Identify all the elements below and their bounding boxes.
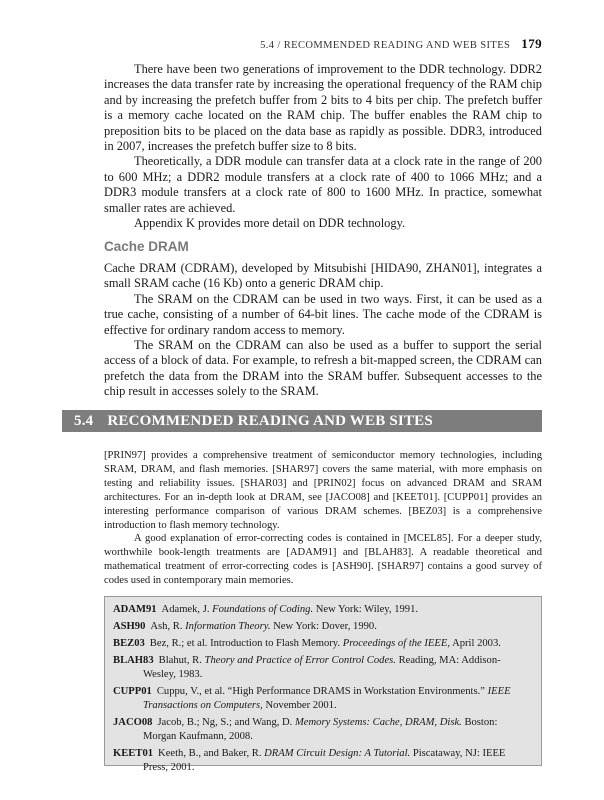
reference-entry [113,620,533,634]
reference-key: JACO08 [113,717,153,728]
reading-text [104,449,542,588]
reference-publisher: April 2003. [450,638,501,649]
paragraph-cdram-buffer: The SRAM on the CDRAM can also be used as a buffer to support the serial access of a block of data. For example, to refresh a bit-mapped screen, the CDRAM can prefetch the data from the DRAM into the SRAM buffer. Subsequent accesses to the chip result in accesses solely to the SRAM. [104,337,542,399]
reference-key: BEZ03 [113,638,145,649]
reference-entry [113,716,533,744]
paragraph-ddr-generations: There have been two generations of improvement to the DDR technology. DDR2 increases the data transfer rate by increasing the operational frequency of the RAM chip and by increasing the prefetch buffer from 2 bits to 4 bits per chip. The prefetch buffer is a memory cache located on the RAM chip. The buffer enables the RAM chip to preposition bits to be placed on the data base as rapidly as possible. DDR3, introduced in 2007, increases the prefetch buffer size to 8 bits. [104,62,542,154]
references-box [104,596,542,773]
reference-publisher: Piscataway, NJ: IEEE Press, 2001. [143,748,506,773]
reference-publisher: Boston: Morgan Kaufmann, 2008. [143,717,498,742]
section-number: 5.4 [74,413,94,429]
reference-authors: Keeth, B., and Baker, R. [158,748,265,759]
reference-authors: Adamek, J. [161,604,213,615]
reference-authors: Bez, R.; et al. Introduction to Flash Memory. [149,638,343,649]
reference-publisher: Reading, MA: Addison-Wesley, 1983. [143,655,501,680]
reference-key: ASH90 [113,621,146,632]
reference-authors: Ash, R. [150,621,186,632]
paragraph-ddr-rates: Theoretically, a DDR module can transfer data at a clock rate in the range of 200 to 600 MHz; a DDR2 module transfers at a clock rate of 400 to 1066 MHz; and a DDR3 module transfers at a clock rate of 800 to 1600 MHz. In practice, somewhat smaller rates are achieved. [104,154,542,215]
reference-publisher: New York: Wiley, 1991. [313,604,419,615]
reference-publisher: November 2001. [262,700,337,711]
reference-title: Proceedings of the IEEE, [342,638,450,649]
reference-entry [113,685,533,713]
reference-publisher: New York: Dover, 1990. [270,621,377,632]
reference-key: BLAH83 [113,655,154,666]
paragraph-cdram-intro: Cache DRAM (CDRAM), developed by Mitsubishi [HIDA90, ZHAN01], integrates a small SRAM cache (16 Kb) onto a generic DRAM chip. [104,260,542,291]
reference-authors: Cuppu, V., et al. “High Performance DRAMS in Workstation Environments.” [156,686,488,697]
reference-title: Information Theory. [185,621,271,632]
reference-authors: Blahut, R. [158,655,205,666]
reference-title: Memory Systems: Cache, DRAM, Disk. [294,717,462,728]
running-header [104,36,542,52]
reference-key: ADAM91 [113,604,157,615]
reference-entry [113,747,533,775]
paragraph-reading-codes: A good explanation of error-correcting codes is contained in [MCEL85]. For a deeper study, worthwhile book-length treatments are [ADAM91] and [BLAH83]. A readable theoretical and mathematical treatment of error-correcting codes is [ASH90]. [SHAR97] contains a good survey of codes used in contemporary main memories. [104,533,542,587]
reference-entry [113,637,533,651]
paragraph-appendix: Appendix K provides more detail on DDR technology. [134,216,406,231]
reference-title: Foundations of Coding. [212,604,314,615]
paragraph-cdram-cache: The SRAM on the CDRAM can be used in two ways. First, it can be used as a true cache, consisting of a number of 64-bit lines. The cache mode of the CDRAM is effective for ordinary random access to memory. [104,291,542,337]
reference-title: Theory and Practice of Error Control Codes. [204,655,396,666]
reference-key: KEET01 [113,748,154,759]
reference-entry [113,654,533,682]
reference-key: CUPP01 [113,686,152,697]
main-text [104,62,542,400]
subheading-cache-dram: Cache DRAM [104,239,189,255]
reference-title: DRAM Circuit Design: A Tutorial. [264,748,411,759]
page-number: 179 [521,36,542,51]
reference-entry [113,603,533,617]
section-heading [62,410,542,432]
section-title: RECOMMENDED READING AND WEB SITES [107,413,433,429]
running-title: 5.4 / RECOMMENDED READING AND WEB SITES [260,40,511,51]
reference-title: IEEE Transactions on Computers, [143,686,511,711]
reference-authors: Jacob, B.; Ng, S.; and Wang, D. [157,717,295,728]
paragraph-reading-memory: [PRIN97] provides a comprehensive treatment of semiconductor memory technologies, including SRAM, DRAM, and flash memories. [SHAR97] covers the same material, with more emphasis on testing and reliability issues. [SHAR03] and [PRIN02] focus on advanced DRAM and SRAM architectures. For an in-depth look at DRAM, see [JACO08] and [KEET01]. [CUPP01] provides an interesting performance comparison of various DRAM schemes. [BEZ03] is a comprehensive introduction to flash memory technology. [104,450,542,531]
